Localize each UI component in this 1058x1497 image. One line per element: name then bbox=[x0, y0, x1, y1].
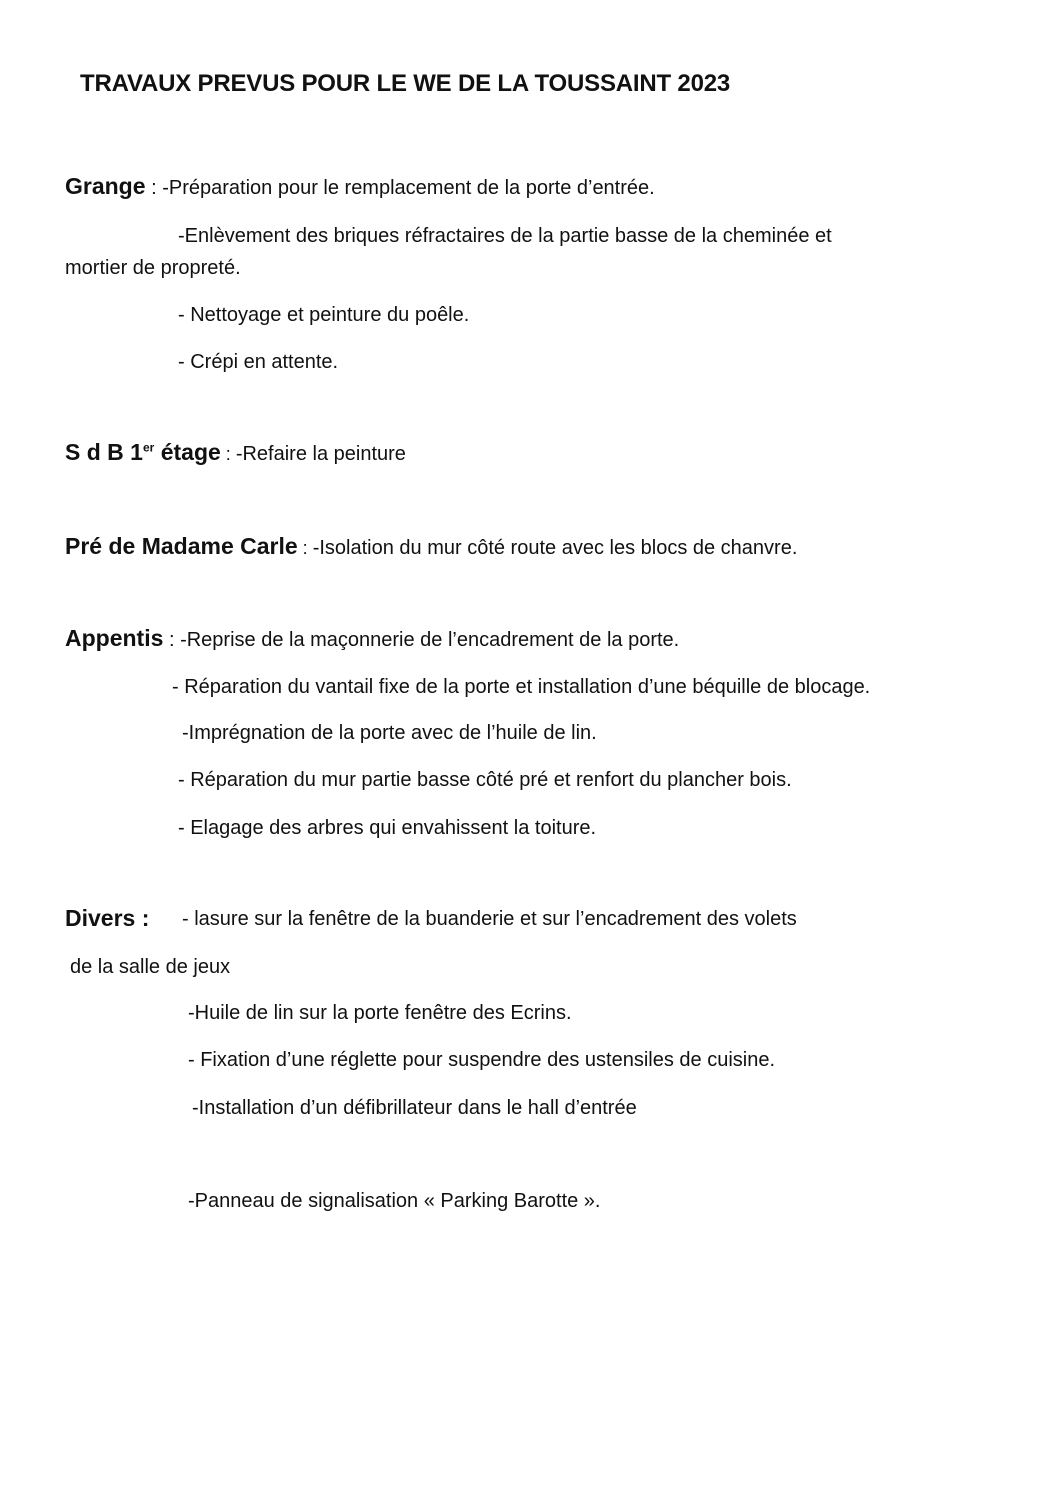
section-sdb-separator: : bbox=[220, 444, 236, 464]
section-divers-heading: Divers : bbox=[65, 905, 150, 931]
appentis-item-1: -Reprise de la maçonnerie de l’encadrement de la porte. bbox=[180, 629, 680, 651]
section-grange-heading: Grange bbox=[65, 173, 146, 199]
divers-item-5: -Panneau de signalisation « Parking Barotte ». bbox=[188, 1190, 601, 1212]
grange-item-4: - Crépi en attente. bbox=[178, 351, 339, 373]
appentis-item-4: - Réparation du mur partie basse côté pré et renfort du plancher bois. bbox=[178, 769, 792, 791]
section-appentis-line-1 bbox=[65, 626, 679, 652]
grange-item-2: -Enlèvement des briques réfractaires de la partie basse de la cheminée et bbox=[178, 225, 832, 247]
grange-item-3: - Nettoyage et peinture du poêle. bbox=[178, 304, 470, 326]
section-pre-separator: : bbox=[297, 538, 313, 558]
section-sdb-heading bbox=[65, 439, 221, 465]
grange-item-2-continued: mortier de propreté. bbox=[65, 257, 241, 279]
section-sdb-heading-end: étage bbox=[154, 439, 221, 465]
pre-item-1: -Isolation du mur côté route avec les blocs de chanvre. bbox=[312, 537, 798, 559]
appentis-item-2: - Réparation du vantail fixe de la porte et installation d’une béquille de blocage. bbox=[172, 676, 871, 698]
divers-item-2: -Huile de lin sur la porte fenêtre des Ecrins. bbox=[188, 1002, 572, 1024]
section-sdb-line-1 bbox=[65, 440, 406, 466]
sdb-item-1: -Refaire la peinture bbox=[235, 443, 406, 465]
section-sdb-heading-main: S d B 1 bbox=[65, 439, 143, 465]
document-title: TRAVAUX PREVUS POUR LE WE DE LA TOUSSAINT 2023 bbox=[80, 70, 731, 97]
section-grange-separator: : bbox=[145, 177, 163, 199]
section-pre-line-1 bbox=[65, 534, 797, 560]
appentis-item-3: -Imprégnation de la porte avec de l’huile de lin. bbox=[182, 722, 597, 744]
section-pre-heading: Pré de Madame Carle bbox=[65, 533, 298, 559]
appentis-item-5: - Elagage des arbres qui envahissent la toiture. bbox=[178, 817, 597, 839]
section-appentis-separator: : bbox=[163, 629, 181, 651]
section-sdb-heading-superscript: er bbox=[142, 440, 155, 455]
divers-item-4: -Installation d’un défibrillateur dans le hall d’entrée bbox=[192, 1097, 637, 1119]
divers-item-3: - Fixation d’une réglette pour suspendre des ustensiles de cuisine. bbox=[188, 1049, 776, 1071]
divers-item-1-continued: de la salle de jeux bbox=[70, 956, 231, 978]
grange-item-1: -Préparation pour le remplacement de la porte d’entrée. bbox=[162, 177, 655, 199]
section-appentis-heading: Appentis bbox=[65, 625, 164, 651]
section-grange-line-1 bbox=[65, 174, 655, 200]
divers-item-1: - lasure sur la fenêtre de la buanderie et sur l’encadrement des volets bbox=[182, 908, 797, 930]
